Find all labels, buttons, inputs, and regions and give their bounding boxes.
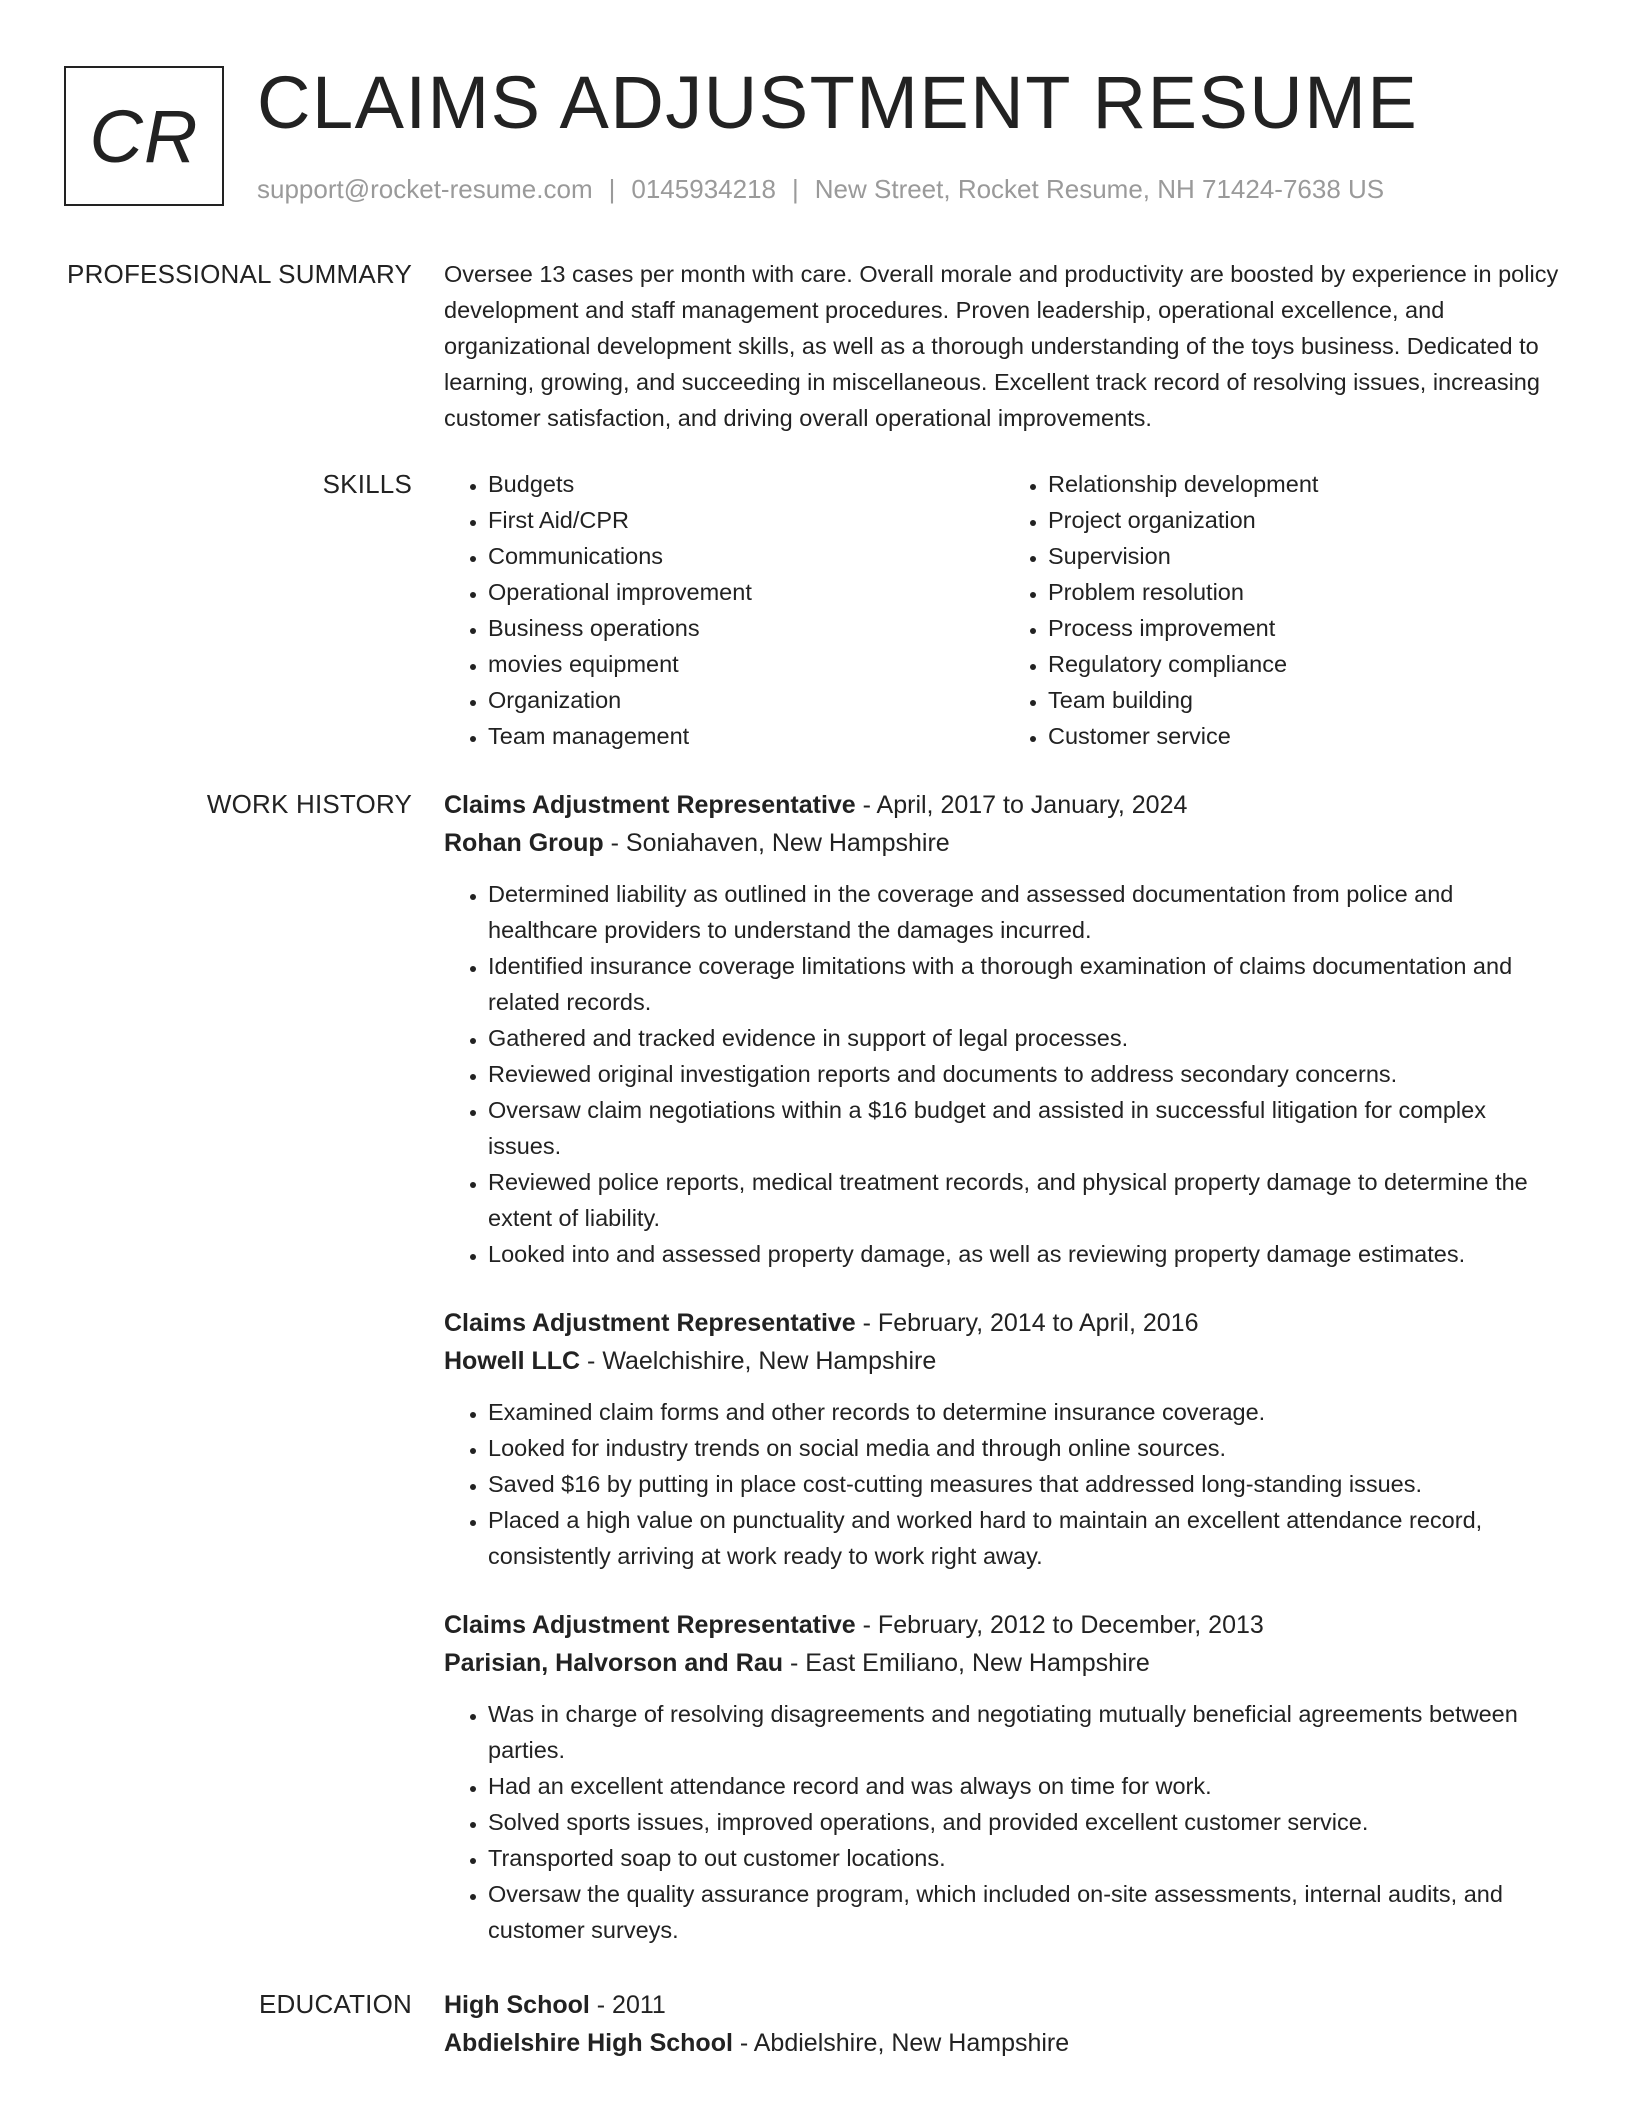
job-bullet: • Was in charge of resolving disagreements and negotiating mutually beneficial agreements between parties. [488, 1696, 1564, 1768]
section-label-summary: PROFESSIONAL SUMMARY [67, 259, 412, 289]
education-location: - Abdielshire, New Hampshire [732, 2029, 1070, 2057]
contact-separator: | [608, 174, 616, 204]
job-bullet: • Examined claim forms and other records to determine insurance coverage. [488, 1394, 1564, 1430]
education-year: - 2011 [589, 1991, 666, 2019]
skill-item: • First Aid/CPR [488, 502, 1004, 538]
skill-item: • Project organization [1048, 502, 1564, 538]
job-company-line [444, 1342, 1564, 1380]
job-company: Rohan Group [444, 829, 604, 857]
skill-item: • Customer service [1048, 718, 1564, 754]
job-bullets [444, 1696, 1564, 1948]
job-bullet: • Reviewed original investigation reports and documents to address secondary concerns. [488, 1056, 1564, 1092]
job-title: Claims Adjustment Representative [444, 1611, 856, 1639]
skill-item: • Team building [1048, 682, 1564, 718]
section-label-education: EDUCATION [259, 1989, 412, 2019]
job-title-line [444, 786, 1564, 824]
summary-text: Oversee 13 cases per month with care. Overall morale and productivity are boosted by experience in policy development and staff management procedures. Proven leadership, operational excellence, and organizational development skills, as well as a thorough understanding of the toys business. Dedicated to learning, growing, and succeeding in miscellaneous. Excellent track record of resolving issues, increasing customer satisfaction, and driving overall operational improvements. [444, 261, 1559, 431]
skill-item: • Organization [488, 682, 1004, 718]
education-school-line [444, 2024, 1564, 2062]
work-history-content [444, 786, 1564, 1948]
job-dates: - April, 2017 to January, 2024 [855, 791, 1188, 819]
summary-content [444, 256, 1564, 436]
job-location: - Soniahaven, New Hampshire [603, 829, 950, 857]
job-title: Claims Adjustment Representative [444, 791, 856, 819]
job-bullet: • Determined liability as outlined in the coverage and assessed documentation from police and healthcare providers to understand the damages incurred. [488, 876, 1564, 948]
job-company: Parisian, Halvorson and Rau [444, 1649, 783, 1677]
job-company-line [444, 1644, 1564, 1682]
skill-item: • Budgets [488, 466, 1004, 502]
education-school: Abdielshire High School [444, 2029, 733, 2057]
contact-email: support@rocket-resume.com [257, 174, 593, 204]
job-entry [444, 1606, 1564, 1948]
skill-item: • Problem resolution [1048, 574, 1564, 610]
skill-item: • Supervision [1048, 538, 1564, 574]
skill-item: • Regulatory compliance [1048, 646, 1564, 682]
section-label-work-history: WORK HISTORY [206, 789, 412, 819]
job-entry [444, 1304, 1564, 1574]
job-bullet: • Had an excellent attendance record and was always on time for work. [488, 1768, 1564, 1804]
job-bullet: • Saved $16 by putting in place cost-cutting measures that addressed long-standing issues. [488, 1466, 1564, 1502]
job-title-line [444, 1304, 1564, 1342]
job-bullet: • Reviewed police reports, medical treatment records, and physical property damage to determine the extent of liability. [488, 1164, 1564, 1236]
education-degree-line [444, 1986, 1564, 2024]
job-bullet: • Oversaw claim negotiations within a $16 budget and assisted in successful litigation for complex issues. [488, 1092, 1564, 1164]
job-bullet: • Looked for industry trends on social media and through online sources. [488, 1430, 1564, 1466]
contact-phone: 0145934218 [631, 174, 776, 204]
skills-list-right [1004, 466, 1564, 754]
section-label-skills: SKILLS [322, 469, 412, 499]
education-degree: High School [444, 1991, 590, 2019]
contact-address: New Street, Rocket Resume, NH 71424-7638 US [814, 174, 1385, 204]
resume-title: CLAIMS ADJUSTMENT RESUME [257, 61, 1419, 144]
monogram-logo: CR [64, 66, 224, 206]
job-company-line [444, 824, 1564, 862]
job-bullet: • Looked into and assessed property damage, as well as reviewing property damage estimates. [488, 1236, 1564, 1272]
job-bullet: • Placed a high value on punctuality and worked hard to maintain an excellent attendance record, consistently arriving at work ready to work right away. [488, 1502, 1564, 1574]
education-content [444, 1986, 1564, 2062]
skills-content [444, 466, 1564, 754]
skill-item: • Process improvement [1048, 610, 1564, 646]
contact-line [257, 174, 1384, 205]
skill-item: • Team management [488, 718, 1004, 754]
job-bullet: • Gathered and tracked evidence in support of legal processes. [488, 1020, 1564, 1056]
job-bullet: • Identified insurance coverage limitations with a thorough examination of claims documentation and related records. [488, 948, 1564, 1020]
skill-item: • Operational improvement [488, 574, 1004, 610]
skill-item: • Business operations [488, 610, 1004, 646]
job-title-line [444, 1606, 1564, 1644]
job-title: Claims Adjustment Representative [444, 1309, 856, 1337]
job-bullet: • Transported soap to out customer locations. [488, 1840, 1564, 1876]
resume-header [64, 61, 1584, 208]
job-company: Howell LLC [444, 1347, 581, 1375]
skill-item: • movies equipment [488, 646, 1004, 682]
skill-item: • Communications [488, 538, 1004, 574]
job-location: - East Emiliano, New Hampshire [783, 1649, 1150, 1677]
job-bullets [444, 876, 1564, 1272]
job-bullet: • Oversaw the quality assurance program, which included on-site assessments, internal audits, and customer surveys. [488, 1876, 1564, 1948]
job-bullet: • Solved sports issues, improved operations, and provided excellent customer service. [488, 1804, 1564, 1840]
job-dates: - February, 2012 to December, 2013 [855, 1611, 1264, 1639]
job-bullets [444, 1394, 1564, 1574]
job-entry [444, 786, 1564, 1272]
job-dates: - February, 2014 to April, 2016 [855, 1309, 1199, 1337]
contact-separator: | [792, 174, 799, 204]
skill-item: • Relationship development [1048, 466, 1564, 502]
job-location: - Waelchishire, New Hampshire [580, 1347, 937, 1375]
skills-list-left [444, 466, 1004, 754]
